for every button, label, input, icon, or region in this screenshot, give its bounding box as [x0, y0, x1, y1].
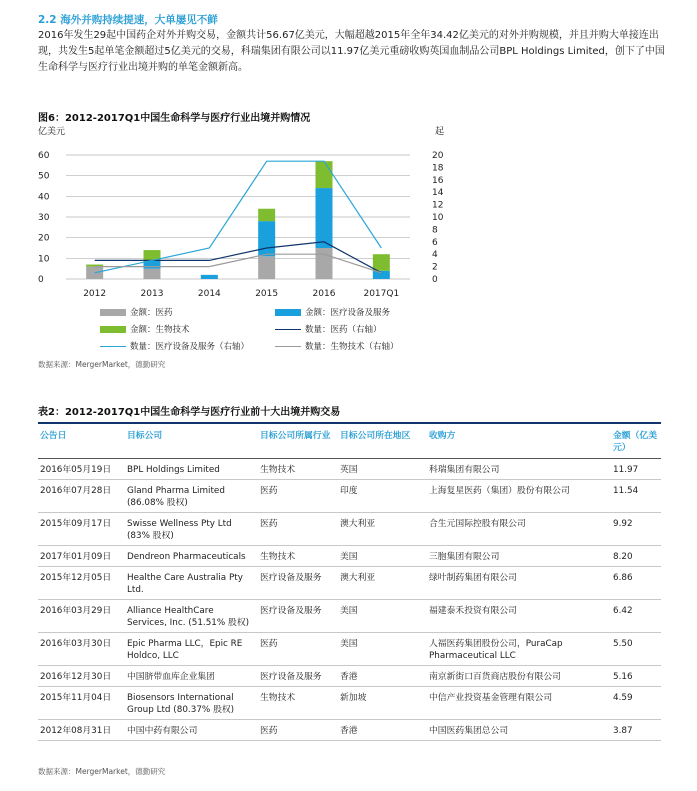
x-tick-label: 2015: [255, 289, 279, 299]
legend-line-biotech: [275, 346, 301, 347]
cell-acquirer: 科瑞集团有限公司: [429, 465, 500, 475]
cell-target: Epic Pharma LLC，Epic RE Holdco, LLC: [127, 639, 243, 661]
cell-amount: 5.50: [613, 639, 633, 649]
y-right-tick: 0: [432, 275, 438, 285]
cell-region: 香港: [340, 726, 358, 736]
bar-segment: [373, 271, 390, 279]
cell-target: BPL Holdings Limited: [127, 465, 220, 475]
table-row: [38, 666, 661, 687]
cell-industry: 生物技术: [260, 465, 296, 475]
legend-label: 金额：生物技术: [130, 325, 190, 335]
cell-industry: 医疗设备及服务: [260, 606, 322, 616]
table-row: [38, 459, 661, 480]
y-left-tick: 10: [38, 254, 50, 265]
y-right-tick: 12: [432, 200, 444, 211]
cell-amount: 3.87: [613, 726, 633, 736]
y-right-tick: 16: [432, 175, 444, 186]
cell-region: 美国: [340, 552, 358, 562]
cell-target: Biosensors International Group Ltd (80.37% 股权): [127, 693, 235, 715]
cell-target: 中国中药有限公司: [127, 726, 198, 736]
legend-label: 数量：生物技术（右轴）: [305, 342, 399, 352]
cell-target: Gland Pharma Limited (86.08% 股权): [127, 486, 225, 508]
header-target: 目标公司: [127, 431, 163, 441]
legend-biotech-count: [275, 340, 399, 352]
table-row: [38, 546, 661, 567]
header-industry: 目标公司所属行业: [260, 431, 331, 441]
x-tick-label: 2016: [312, 289, 336, 299]
cell-industry: 医疗设备及服务: [260, 573, 322, 583]
section-title: 2.2 海外并购持续提速，大单屡见不鲜: [38, 14, 218, 26]
cell-region: 英国: [340, 465, 358, 475]
cell-date: 2016年12月30日: [40, 672, 112, 682]
table-row: [38, 720, 661, 741]
cell-acquirer: 中信产业投资基金管理有限公司: [429, 693, 553, 703]
legend-swatch-pharma: [100, 309, 126, 316]
x-tick-label: 2014: [197, 289, 221, 299]
table-row: [38, 600, 661, 633]
cell-target: Alliance HealthCare Services, Inc. (51.51% 股权): [127, 606, 250, 628]
cell-acquirer: 南京新街口百货商店股份有限公司: [429, 672, 561, 682]
y-left-tick: 60: [38, 151, 50, 161]
cell-date: 2016年05月19日: [40, 465, 112, 475]
legend-device-amount: [275, 306, 390, 318]
figure-source: 数据来源：MergerMarket，德勤研究: [38, 360, 166, 369]
x-tick-label: 2013: [140, 289, 164, 299]
cell-industry: 医疗设备及服务: [260, 672, 322, 682]
cell-acquirer: 人福医药集团股份公司，PuraCap Pharmaceutical LLC: [429, 639, 563, 661]
legend-label: 金额：医疗设备及服务: [305, 308, 391, 318]
cell-date: 2017年01月09日: [40, 552, 112, 562]
cell-region: 美国: [340, 606, 358, 616]
cell-amount: 9.92: [613, 519, 633, 529]
legend-line-device: [100, 346, 126, 347]
header-acquirer: 收购方: [429, 431, 456, 441]
y-left-tick: 30: [38, 213, 50, 223]
x-tick-label: 2017Q1: [363, 289, 400, 299]
cell-acquirer: 合生元国际控股有限公司: [429, 519, 526, 529]
legend-swatch-biotech: [100, 326, 126, 333]
cell-industry: 医药: [260, 639, 278, 649]
series-line: [95, 242, 382, 273]
cell-date: 2016年07月28日: [40, 486, 112, 496]
cell-industry: 医药: [260, 486, 278, 496]
cell-region: 新加坡: [340, 693, 367, 703]
cell-amount: 5.16: [613, 672, 633, 682]
y-left-tick: 0: [38, 275, 44, 285]
legend-pharma-count: [275, 323, 382, 335]
bar-segment: [258, 221, 275, 256]
cell-acquirer: 上海复星医药（集团）股份有限公司: [429, 486, 570, 496]
table-title: 表2：2012-2017Q1中国生命科学与医疗行业前十大出境并购交易: [38, 407, 341, 418]
y-right-tick: 4: [432, 250, 438, 261]
cell-industry: 医药: [260, 519, 278, 529]
bar-segment: [316, 188, 333, 248]
cell-industry: 生物技术: [260, 693, 296, 703]
table-row: [38, 687, 661, 720]
cell-acquirer: 三胞集团有限公司: [429, 552, 500, 562]
cell-acquirer: 福建泰禾投资有限公司: [429, 606, 517, 616]
cell-region: 澳大利亚: [340, 573, 376, 583]
table-source: 数据来源：MergerMarket，德勤研究: [38, 767, 166, 776]
cell-region: 印度: [340, 486, 358, 496]
y-right-tick: 6: [432, 237, 438, 248]
chart: [30, 122, 445, 299]
table-header-row: [38, 423, 661, 459]
header-date: 公告日: [40, 431, 67, 441]
y-left-unit: 亿美元: [38, 127, 66, 137]
legend-label: 数量：医药（右轴）: [305, 325, 382, 335]
cell-date: 2015年12月05日: [40, 573, 112, 583]
bar-segment: [201, 275, 218, 279]
y-left-tick: 50: [38, 171, 50, 182]
cell-region: 美国: [340, 639, 358, 649]
bar-segment: [316, 248, 333, 279]
cell-industry: 医药: [260, 726, 278, 736]
figure-title: 图6：2012-2017Q1中国生命科学与医疗行业出境并购情况: [38, 113, 311, 124]
cell-date: 2015年09月17日: [40, 519, 112, 529]
cell-region: 澳大利亚: [340, 519, 376, 529]
y-right-tick: 2: [432, 262, 438, 273]
y-left-tick: 40: [38, 192, 50, 203]
cell-amount: 11.54: [613, 486, 639, 496]
bar-segment: [258, 209, 275, 221]
table-row: [38, 480, 661, 513]
cell-acquirer: 绿叶制药集团有限公司: [429, 573, 517, 583]
intro-paragraph: 2016年发生29起中国药企对外并购交易，金额共计56.67亿美元，大幅超越2015年全年34.42亿美元的对外并购规模，并且并购大单接连出现，共发生5起单笔金额超过5亿美元的交易，科瑞集团有限公司以11.97亿美元重磅收购英国血制品公司BPL Holdings Limited，创下了中国生命科学与医疗行业出境并购的单笔金额新高。: [38, 30, 665, 73]
legend-label: 金额：医药: [130, 308, 173, 318]
cell-amount: 11.97: [613, 465, 639, 475]
cell-date: 2016年03月29日: [40, 606, 112, 616]
legend-biotech-amount: [100, 323, 190, 335]
y-right-tick: 8: [432, 225, 438, 236]
cell-region: 香港: [340, 672, 358, 682]
cell-amount: 4.59: [613, 693, 633, 703]
header-amount: 金额（亿美元）: [613, 431, 657, 453]
cell-date: 2015年11月04日: [40, 693, 112, 703]
legend-label: 数量：医疗设备及服务（右轴）: [130, 342, 250, 352]
cell-target: Dendreon Pharmaceuticals: [127, 552, 246, 562]
y-right-unit: 起: [435, 127, 445, 137]
cell-target: Healthe Care Australia Pty Ltd.: [127, 573, 243, 595]
legend-device-count: [100, 340, 249, 352]
deals-table: [38, 422, 661, 741]
y-right-tick: 14: [432, 188, 444, 199]
legend-swatch-device: [275, 309, 301, 316]
cell-target: Swisse Wellness Pty Ltd (83% 股权): [127, 519, 232, 541]
y-right-tick: 20: [432, 151, 444, 161]
legend-line-pharma: [275, 329, 301, 330]
x-tick-label: 2012: [83, 289, 107, 299]
y-right-tick: 10: [432, 213, 444, 223]
cell-date: 2016年03月30日: [40, 639, 112, 649]
cell-amount: 6.86: [613, 573, 633, 583]
cell-amount: 8.20: [613, 552, 633, 562]
cell-acquirer: 中国医药集团总公司: [429, 726, 509, 736]
legend-pharma-amount: [100, 306, 173, 318]
cell-target: 中国脐带血库企业集团: [127, 672, 215, 682]
table-row: [38, 633, 661, 666]
table-row: [38, 513, 661, 546]
bar-segment: [316, 161, 333, 188]
bar-segment: [373, 254, 390, 271]
y-left-tick: 20: [38, 233, 50, 244]
table-row: [38, 567, 661, 600]
bar-segment: [258, 256, 275, 279]
y-right-tick: 18: [432, 163, 444, 174]
bar-segment: [144, 269, 161, 279]
cell-amount: 6.42: [613, 606, 633, 616]
cell-industry: 生物技术: [260, 552, 296, 562]
cell-date: 2012年08月31日: [40, 726, 112, 736]
header-region: 目标公司所在地区: [340, 431, 411, 441]
